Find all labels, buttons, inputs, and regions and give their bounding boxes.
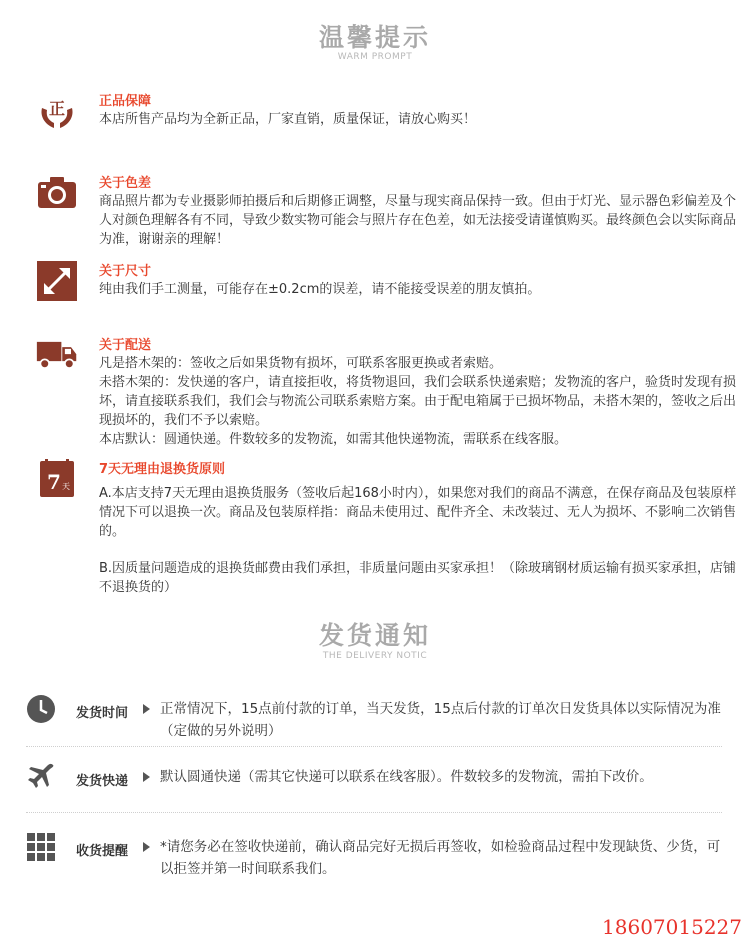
- section-line: 本店默认：圆通快递。件数较多的发物流，如需其他快递物流，需联系在线客服。: [99, 432, 568, 447]
- delivery-label: 收货提醒: [76, 844, 129, 859]
- delivery-text: *请您务必在签收快递前，确认商品完好无损后再签收，如检验商品过程中发现缺货、少货，可以拒签并第一时间联系我们。: [160, 839, 721, 877]
- seven-days-number: 7: [47, 470, 61, 494]
- section-body: [99, 192, 739, 249]
- delivery-subtitle: THE DELIVERY NOTIC: [322, 651, 428, 661]
- section-gap: [99, 541, 739, 559]
- section-line: A.本店支持7天无理由退换货服务（签收后起168小时内），如果您对我们的商品不满意，在保存商品及包装原样情况下可以退换一次。商品及包装原样指：商品未使用过、配件齐全、未改装过、无人为损坏、不影响二次销售的。: [99, 486, 737, 539]
- section-line: 商品照片都为专业摄影师拍摄后和后期修正调整，尽量与现实商品保持一致。但由于灯光、显示器色彩偏差及个人对颜色理解各有不同，导致少数实物可能会与照片存在色差，如无法接受请谨慎购买。最终颜色会以实际商品为准，谢谢亲的理解！: [99, 194, 737, 247]
- section-title: 关于配送: [99, 338, 152, 353]
- prompt-subtitle: WARM PROMPT: [337, 52, 413, 62]
- delivery-text: 默认圆通快递（需其它快递可以联系在线客服）。件数较多的发物流，需拍下改价。: [160, 769, 653, 785]
- section-line: 凡是搭木架的：签收之后如果货物有损坏，可联系客服更换或者索赔。: [99, 356, 503, 371]
- resize-arrow-icon: [36, 260, 78, 302]
- svg-text:正: 正: [48, 99, 66, 118]
- seven-days-icon: [36, 458, 78, 500]
- truck-icon: [36, 334, 78, 376]
- chevron-right-icon: [143, 704, 150, 714]
- delivery-label: 发货时间: [76, 706, 129, 721]
- section-body: [99, 280, 739, 299]
- divider: [26, 812, 722, 813]
- chevron-right-icon: [143, 842, 150, 852]
- section-line: B.因质量问题造成的退换货邮费由我们承担，非质量问题由买家承担！（除玻璃钢材质运输有损买家承担，店铺不退换货的）: [99, 561, 737, 595]
- section-title: 关于尺寸: [99, 264, 152, 279]
- section-line: 未搭木架的：发快递的客户，请直接拒收，将货物退回，我们会联系快递索赔；发物流的客户，验货时发现有损坏，请直接联系我们，我们会与物流公司联系索赔方案。由于配电箱属于已损坏物品，未搭木架的，签收之后出现损坏的，我们不予以索赔。: [99, 375, 737, 428]
- delivery-title: 发货通知: [318, 621, 431, 650]
- section-body: [99, 354, 739, 449]
- camera-icon: [36, 172, 78, 214]
- genuine-hands-icon: [36, 90, 78, 132]
- clock-icon: [26, 694, 56, 724]
- chevron-right-icon: [143, 772, 150, 782]
- prompt-title: 温馨提示: [318, 23, 431, 52]
- section-line: 本店所售产品均为全新正品，厂家直销，质量保证，请放心购买！: [99, 112, 477, 127]
- section-line: 纯由我们手工测量，可能存在±0.2cm的误差，请不能接受误差的朋友慎拍。: [99, 282, 541, 297]
- section-title: 正品保障: [99, 94, 152, 109]
- section-body: [99, 110, 739, 129]
- divider: [26, 746, 722, 747]
- delivery-text: 正常情况下，15点前付款的订单，当天发货，15点后付款的订单次日发货具体以实际情况为准（定做的另外说明）: [160, 701, 721, 739]
- phone-number: 18607015227: [602, 915, 742, 939]
- grid-icon: [26, 832, 56, 862]
- seven-days-unit: 天: [62, 482, 70, 491]
- section-title: 关于色差: [99, 176, 152, 191]
- delivery-label: 发货快递: [76, 774, 129, 789]
- section-title: 7天无理由退换货原则: [99, 462, 226, 477]
- section-body: [99, 484, 739, 597]
- airplane-icon: [26, 762, 56, 792]
